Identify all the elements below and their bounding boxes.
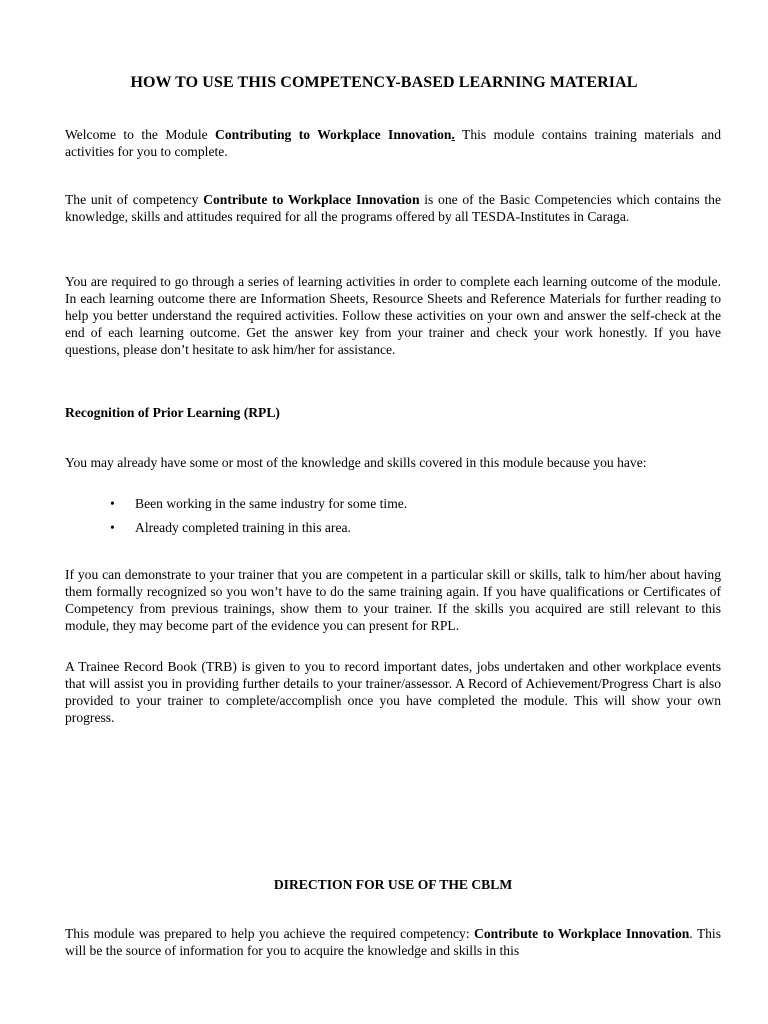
activities-paragraph: You are required to go through a series of learning activities in order to complete each learning outcome of the module. In each learning outcome there are Information Sheets, Resource Sheets and Reference Materials for further reading to help you better understand the required activities. Follow these activities on your own and answer the self-check at the end of each learning outcome. Get the answer key from your trainer and check your work honestly. If you have questions, please don’t hesitate to ask him/her for assistance. xyxy=(65,274,721,357)
prior-knowledge-paragraph: You may already have some or most of the knowledge and skills covered in this module because you have: xyxy=(65,455,647,470)
module-name-period: . xyxy=(451,127,455,142)
rpl-heading: Recognition of Prior Learning (RPL) xyxy=(65,405,280,420)
list-item-text: Been working in the same industry for some time. xyxy=(135,496,408,511)
unit-text: The unit of competency xyxy=(65,192,204,207)
experience-list xyxy=(65,495,721,543)
unit-paragraph xyxy=(65,191,721,225)
list-item xyxy=(65,519,721,543)
module-name: Contributing to Workplace Innovation xyxy=(215,127,452,142)
list-item-text: Already completed training in this area. xyxy=(135,520,351,535)
trb-paragraph: A Trainee Record Book (TRB) is given to you to record important dates, jobs undertaken and other workplace events that will assist you in providing further details to your trainer/assessor. A Record of Achievement/Progress Chart is also provided to your trainer to complete/accomplish once you have completed the module. This will show your own progress. xyxy=(65,659,721,725)
bullet-icon: • xyxy=(110,520,115,535)
direction-paragraph xyxy=(65,925,721,959)
welcome-paragraph xyxy=(65,126,721,160)
competency-name: Contribute to Workplace Innovation xyxy=(474,926,690,941)
rpl-paragraph: If you can demonstrate to your trainer that you are competent in a particular skill or skills, talk to him/her about having them formally recognized so you won’t have to do the same training again. If you have qualifications or Certificates of Competency from previous trainings, show them to your trainer. If the skills you acquired are still relevant to this module, they may become part of the evidence you can present for RPL. xyxy=(65,567,721,633)
direction-text-cont: . This will be the source of information for you to acquire the knowledge and skills in this xyxy=(65,926,721,958)
bullet-icon: • xyxy=(110,496,115,511)
unit-text-cont: is one of the Basic Competencies which contains the knowledge, skills and attitudes required for all the programs offered by all TESDA-Institutes in Caraga. xyxy=(65,192,721,224)
unit-name: Contribute to Workplace Innovation xyxy=(203,192,420,207)
page-title: HOW TO USE THIS COMPETENCY-BASED LEARNING MATERIAL xyxy=(130,74,638,91)
welcome-text-cont: This module contains training materials and activities for you to complete. xyxy=(65,127,721,159)
list-item xyxy=(65,495,721,519)
direction-text: This module was prepared to help you achieve the required competency: xyxy=(65,926,474,941)
welcome-text: Welcome to the Module xyxy=(65,127,216,142)
direction-heading: DIRECTION FOR USE OF THE CBLM xyxy=(273,877,513,892)
